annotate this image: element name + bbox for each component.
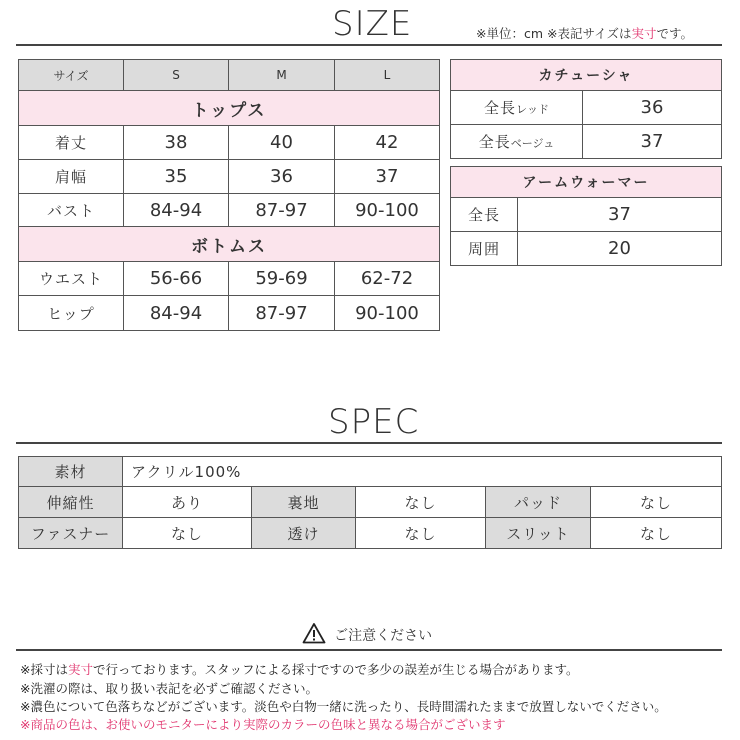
spec-label: パッド xyxy=(486,487,591,518)
spec-title: SPEC xyxy=(328,402,420,442)
row-label: バスト xyxy=(19,194,124,227)
label-sub: レッド xyxy=(516,103,549,116)
material-label: 素材 xyxy=(19,457,123,487)
label-main: 全長 xyxy=(478,133,511,151)
cell-value: 37 xyxy=(583,125,722,159)
unit-note-suffix: です。 xyxy=(656,26,694,41)
katyusha-header: カチューシャ xyxy=(451,60,722,91)
cell-value: 35 xyxy=(124,160,229,194)
size-title: SIZE xyxy=(332,4,413,44)
spec-value: なし xyxy=(123,518,252,549)
cell-value: 90-100 xyxy=(335,194,440,227)
notice-line-1-suffix: で行っております。スタッフによる採寸ですので多少の誤差が生じる場合があります。 xyxy=(93,662,579,677)
notice-line-3: ※濃色について色落ちなどがございます。淡色や白物一緒に洗ったり、長時間濡れたままで放置しないでください。 xyxy=(20,699,667,714)
size-header-s: S xyxy=(124,60,229,91)
spec-value: なし xyxy=(356,487,486,518)
row-label xyxy=(451,125,583,159)
row-label: 着丈 xyxy=(19,126,124,160)
spec-value: なし xyxy=(356,518,486,549)
cell-value: 59-69 xyxy=(229,262,335,296)
size-table xyxy=(18,59,440,331)
spec-label: ファスナー xyxy=(19,518,123,549)
cell-value: 37 xyxy=(335,160,440,194)
size-divider xyxy=(16,44,722,46)
cell-value: 40 xyxy=(229,126,335,160)
size-header-l: L xyxy=(335,60,440,91)
spec-label: 透け xyxy=(252,518,356,549)
unit-note xyxy=(476,24,693,42)
size-header-m: M xyxy=(229,60,335,91)
row-label: 周囲 xyxy=(451,232,518,266)
notice-heading-row xyxy=(302,622,432,648)
unit-note-highlight: 実寸 xyxy=(631,26,657,41)
spec-label: 裏地 xyxy=(252,487,356,518)
cell-value: 62-72 xyxy=(335,262,440,296)
cell-value: 87-97 xyxy=(229,296,335,331)
spec-divider xyxy=(16,442,722,444)
armwarmer-table xyxy=(450,166,722,266)
cell-value: 56-66 xyxy=(124,262,229,296)
spec-label: スリット xyxy=(486,518,591,549)
katyusha-table xyxy=(450,59,722,159)
cell-value: 87-97 xyxy=(229,194,335,227)
row-label: ヒップ xyxy=(19,296,124,331)
row-label: 全長 xyxy=(451,198,518,232)
cell-value: 36 xyxy=(229,160,335,194)
bottoms-section-header: ボトムス xyxy=(19,227,440,262)
row-label: ウエスト xyxy=(19,262,124,296)
spec-value: なし xyxy=(591,487,722,518)
notice-line-1-prefix: ※採寸は xyxy=(20,662,68,677)
unit-note-prefix: ※単位：cm ※表記サイズは xyxy=(476,26,632,41)
spec-table xyxy=(18,456,722,549)
cell-value: 36 xyxy=(583,91,722,125)
row-label: 肩幅 xyxy=(19,160,124,194)
armwarmer-header: アームウォーマー xyxy=(451,167,722,198)
notice-line-1-highlight: 実寸 xyxy=(67,662,93,677)
notice-line-1 xyxy=(20,660,579,678)
cell-value: 37 xyxy=(518,198,722,232)
cell-value: 84-94 xyxy=(124,194,229,227)
notice-line-2: ※洗濯の際は、取り扱い表記を必ずご確認ください。 xyxy=(20,681,318,696)
warning-icon xyxy=(302,622,326,648)
row-label xyxy=(451,91,583,125)
tops-section-header: トップス xyxy=(19,91,440,126)
cell-value: 38 xyxy=(124,126,229,160)
spec-label: 伸縮性 xyxy=(19,487,123,518)
cell-value: 90-100 xyxy=(335,296,440,331)
cell-value: 84-94 xyxy=(124,296,229,331)
cell-value: 20 xyxy=(518,232,722,266)
label-main: 全長 xyxy=(484,99,517,117)
spec-value: あり xyxy=(123,487,252,518)
size-header-label: サイズ xyxy=(19,60,124,91)
material-value: アクリル100% xyxy=(123,457,722,487)
notice-divider xyxy=(16,649,722,651)
notice-line-4: ※商品の色は、お使いのモニターにより実際のカラーの色味と異なる場合がございます xyxy=(20,717,506,732)
spec-value: なし xyxy=(591,518,722,549)
notice-heading: ご注意ください xyxy=(334,628,433,644)
label-sub: ベージュ xyxy=(510,137,555,150)
cell-value: 42 xyxy=(335,126,440,160)
